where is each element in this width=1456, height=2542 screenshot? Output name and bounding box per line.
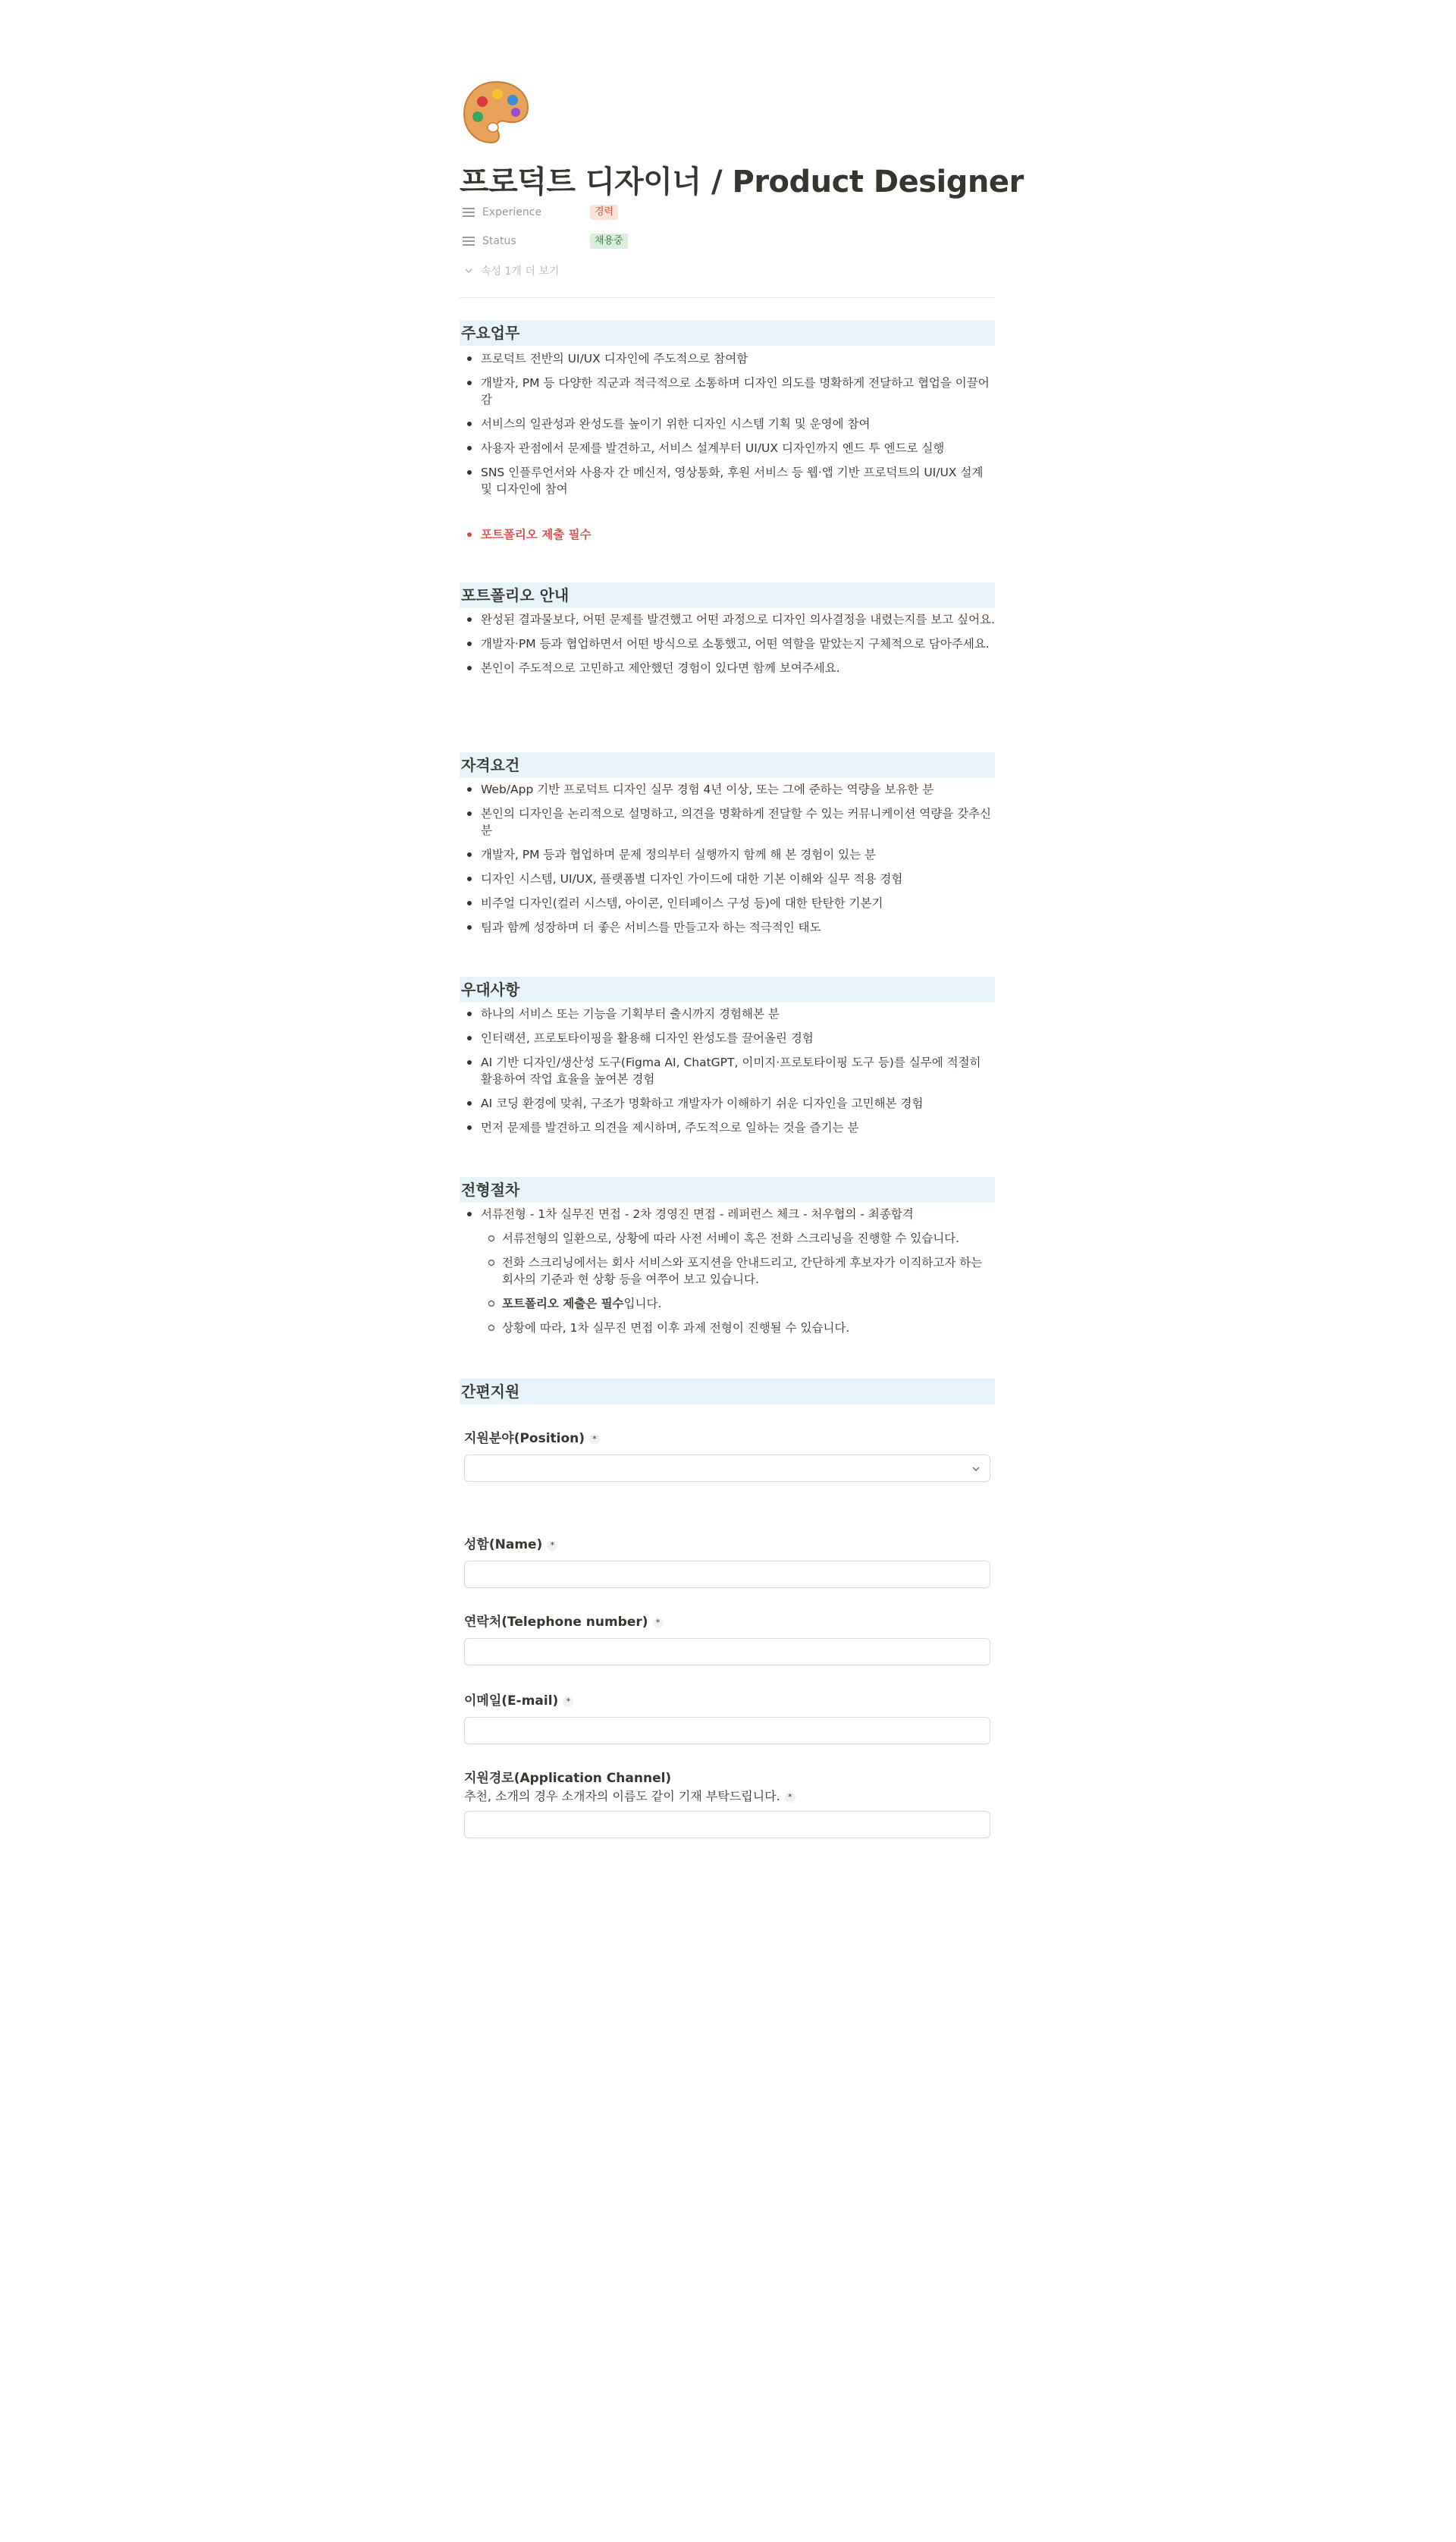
more-properties-toggle[interactable] bbox=[460, 261, 559, 281]
section-heading-requirements: 자격요건 bbox=[460, 752, 995, 778]
list-item: 디자인 시스템, UI/UX, 플랫폼별 디자인 가이드에 대한 기본 이해와 실무 적용 경험 bbox=[460, 871, 995, 887]
section-heading-duties: 주요업무 bbox=[460, 320, 995, 346]
list-item: AI 기반 디자인/생산성 도구(Figma AI, ChatGPT, 이미지·프로토타이핑 도구 등)를 실무에 적절히 활용하여 작업 효율을 높여본 경험 bbox=[460, 1054, 995, 1087]
divider bbox=[460, 297, 995, 298]
list-item: 사용자 관점에서 문제를 발견하고, 서비스 설계부터 UI/UX 디자인까지 엔드 투 엔드로 실행 bbox=[460, 440, 995, 457]
palette-icon[interactable] bbox=[460, 76, 532, 149]
list-item: 본인이 주도적으로 고민하고 제안했던 경험이 있다면 함께 보여주세요. bbox=[460, 660, 995, 676]
portfolio-required-bold: 포트폴리오 제출은 필수 bbox=[502, 1297, 624, 1310]
list-item: Web/App 기반 프로덕트 디자인 실무 경험 4년 이상, 또는 그에 준하는 역량을 보유한 분 bbox=[460, 781, 995, 798]
preferred-list bbox=[460, 1006, 995, 1144]
list-icon bbox=[463, 207, 475, 218]
list-item: 비주얼 디자인(컬러 시스템, 아이콘, 인터페이스 구성 등)에 대한 탄탄한 기본기 bbox=[460, 895, 995, 912]
list-item bbox=[460, 1206, 995, 1336]
required-mark: * bbox=[589, 1434, 600, 1445]
sub-list-item: 전화 스크리닝에서는 회사 서비스와 포지션을 안내드리고, 간단하게 후보자가 이직하고자 하는 회사의 기준과 현 상황 등을 여쭈어 보고 있습니다. bbox=[481, 1254, 995, 1288]
name-label: 성함(Name) * bbox=[464, 1533, 557, 1552]
portfolio-required-suffix: 입니다. bbox=[623, 1297, 662, 1310]
list-item: 서비스의 일관성과 완성도를 높이기 위한 디자인 시스템 기획 및 운영에 참여 bbox=[460, 416, 995, 432]
name-input[interactable] bbox=[464, 1561, 990, 1588]
list-item: 개발자, PM 등과 협업하며 문제 정의부터 실행까지 함께 해 본 경험이 있는 분 bbox=[460, 846, 995, 863]
position-label: 지원분야(Position) * bbox=[464, 1427, 600, 1446]
portfolio-required-note: 포트폴리오 제출 필수 bbox=[460, 526, 995, 543]
position-select[interactable] bbox=[464, 1455, 990, 1482]
list-item: 본인의 디자인을 논리적으로 설명하고, 의견을 명확하게 전달할 수 있는 커뮤니케이션 역량을 갖추신 분 bbox=[460, 805, 995, 839]
process-list bbox=[460, 1206, 995, 1344]
required-mark: * bbox=[653, 1618, 664, 1628]
section-heading-preferred: 우대사항 bbox=[460, 977, 995, 1003]
list-item: 팀과 함께 성장하며 더 좋은 서비스를 만들고자 하는 적극적인 태도 bbox=[460, 919, 995, 936]
process-sublist bbox=[481, 1230, 995, 1336]
list-item: 하나의 서비스 또는 기능을 기획부터 출시까지 경험해본 분 bbox=[460, 1006, 995, 1022]
sub-list-item bbox=[481, 1295, 995, 1312]
channel-description: 추천, 소개의 경우 소개자의 이름도 같이 기재 부탁드립니다. * bbox=[464, 1787, 795, 1804]
list-item: 개발자, PM 등 다양한 직군과 적극적으로 소통하며 디자인 의도를 명확하게 전달하고 협업을 이끌어감 bbox=[460, 375, 995, 408]
more-properties-label: 속성 1개 더 보기 bbox=[481, 265, 560, 278]
property-name: Experience bbox=[482, 206, 542, 218]
list-item: 인터랙션, 프로토타이핑을 활용해 디자인 완성도를 끌어올린 경험 bbox=[460, 1030, 995, 1047]
list-item: 개발자·PM 등과 협업하면서 어떤 방식으로 소통했고, 어떤 역할을 맡았는지 구체적으로 담아주세요. bbox=[460, 636, 995, 652]
phone-input[interactable] bbox=[464, 1638, 990, 1665]
duties-list bbox=[460, 350, 995, 505]
chevron-down-icon bbox=[971, 1464, 981, 1473]
required-mark: * bbox=[547, 1540, 557, 1551]
requirements-list bbox=[460, 781, 995, 943]
experience-tag[interactable]: 경력 bbox=[590, 205, 618, 220]
sub-list-item: 서류전형의 일환으로, 상황에 따라 사전 서베이 혹은 전화 스크리닝을 진행할 수 있습니다. bbox=[481, 1230, 995, 1247]
property-experience[interactable] bbox=[460, 200, 995, 224]
channel-input[interactable] bbox=[464, 1811, 990, 1838]
channel-label: 지원경로(Application Channel) bbox=[464, 1771, 672, 1786]
property-status[interactable] bbox=[460, 229, 995, 253]
section-heading-process: 전형절차 bbox=[460, 1177, 995, 1203]
list-item: 먼저 문제를 발견하고 의견을 제시하며, 주도적으로 일하는 것을 즐기는 분 bbox=[460, 1119, 995, 1136]
email-input[interactable] bbox=[464, 1717, 990, 1744]
property-name: Status bbox=[482, 235, 516, 247]
chevron-down-icon bbox=[464, 266, 473, 275]
phone-label: 연락처(Telephone number) * bbox=[464, 1611, 664, 1630]
section-heading-apply: 간편지원 bbox=[460, 1379, 995, 1404]
portfolio-note-list bbox=[460, 526, 995, 551]
page-title: 프로덕트 디자이너 / Product Designer bbox=[460, 165, 1024, 199]
list-item: 프로덕트 전반의 UI/UX 디자인에 주도적으로 참여함 bbox=[460, 350, 995, 367]
required-mark: * bbox=[785, 1792, 795, 1803]
list-icon bbox=[463, 236, 475, 246]
list-item: AI 코딩 환경에 맞춰, 구조가 명확하고 개발자가 이해하기 쉬운 디자인을 고민해본 경험 bbox=[460, 1095, 995, 1112]
email-label: 이메일(E-mail) * bbox=[464, 1690, 573, 1709]
list-item: 완성된 결과물보다, 어떤 문제를 발견했고 어떤 과정으로 디자인 의사결정을 내렸는지를 보고 싶어요. bbox=[460, 611, 995, 628]
process-steps: 서류전형 - 1차 실무진 면접 - 2차 경영진 면접 - 레퍼런스 체크 - 처우협의 - 최종합격 bbox=[481, 1207, 914, 1221]
sub-list-item: 상황에 따라, 1차 실무진 면접 이후 과제 전형이 진행될 수 있습니다. bbox=[481, 1320, 995, 1336]
list-item: SNS 인플루언서와 사용자 간 메신저, 영상통화, 후원 서비스 등 웹·앱 기반 프로덕트의 UI/UX 설계 및 디자인에 참여 bbox=[460, 464, 995, 497]
status-tag[interactable]: 채용중 bbox=[590, 234, 628, 249]
required-mark: * bbox=[563, 1696, 573, 1707]
portfolio-list bbox=[460, 611, 995, 684]
section-heading-portfolio: 포트폴리오 안내 bbox=[460, 582, 995, 608]
